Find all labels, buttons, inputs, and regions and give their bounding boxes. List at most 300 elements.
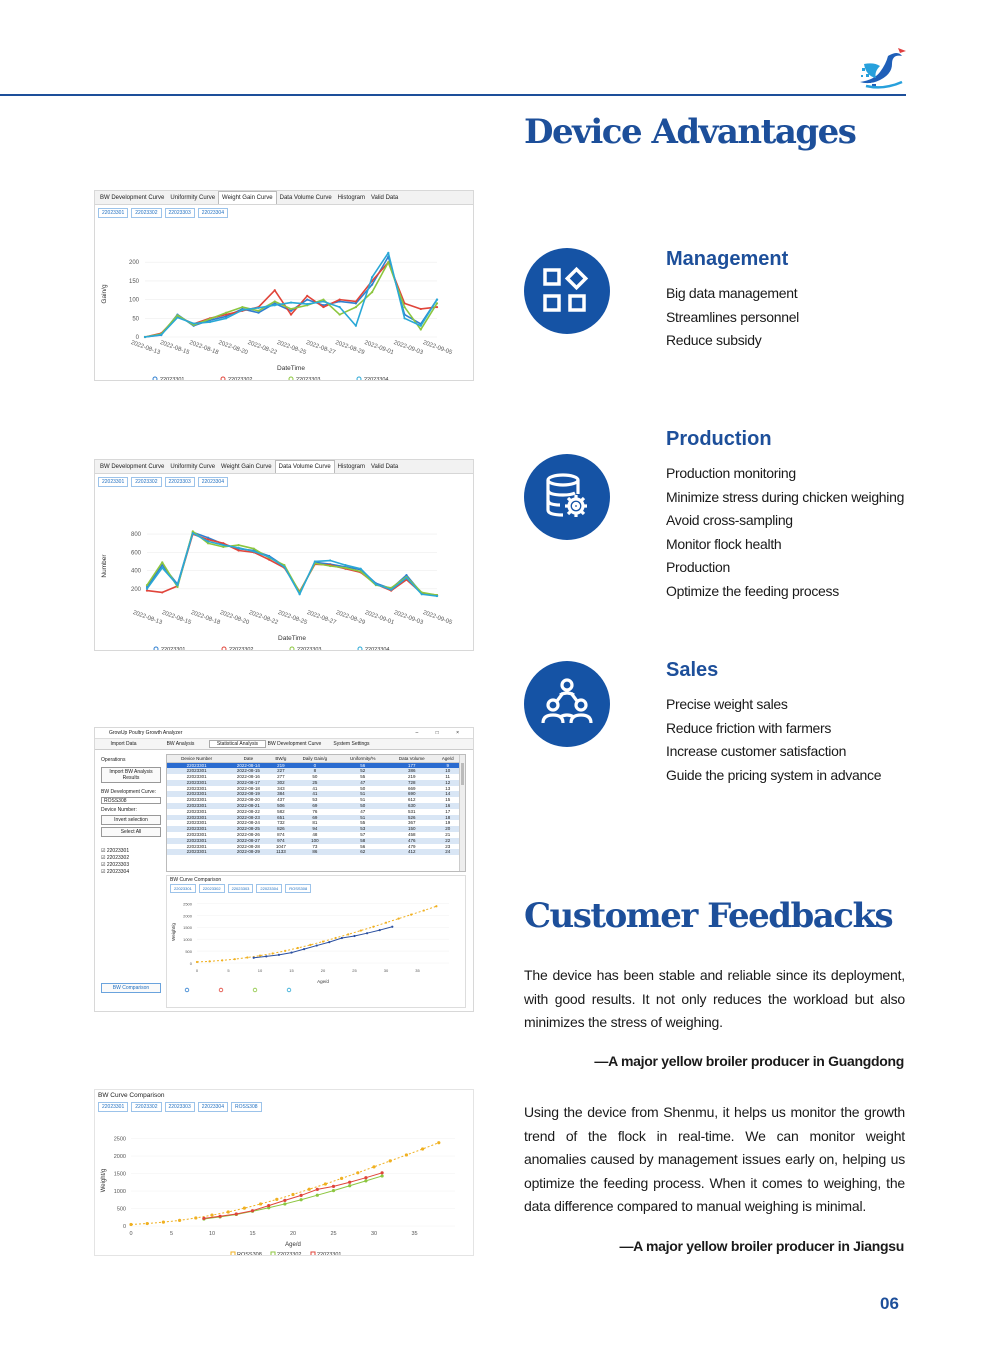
table-cell: 669 [408,785,416,791]
table-cell: 2022-08-24 [236,820,260,826]
table-cell: 22023301 [186,820,207,826]
y-tick-label: 150 [128,278,139,285]
table-cell: 16 [436,803,459,809]
device-checkbox[interactable]: ☑ 22023301 [101,848,130,854]
data-point [371,284,373,286]
y-tick-label: 50 [132,316,139,323]
data-point [176,314,178,316]
menu-bw-development[interactable]: BW Development Curve [267,741,322,747]
menu-bw-analysis[interactable]: BW Analysis [166,741,195,747]
table-cell: 94 [291,826,338,832]
table-cell: 51 [338,791,387,797]
data-point [160,334,162,336]
table-cell: 56 [338,762,387,768]
advantages-title: Device Advantages [524,112,856,152]
x-tick-label: 2022-08-22 [246,339,278,357]
table-cell: 55 [360,774,366,780]
data-point [209,318,211,320]
tab-data-volume[interactable]: Data Volume Curve [279,194,332,201]
table-cell: 24 [436,849,459,855]
y-tick-label: 200 [128,260,139,267]
x-tick-label: 2022-08-25 [275,339,307,357]
x-tick-label: 2022-08-22 [247,609,279,627]
table-cell: 2022-08-18 [236,785,260,791]
data-point [322,306,324,308]
tab-uniformity[interactable]: Uniformity Curve [170,194,216,201]
menu-import-data[interactable]: Import Data [110,741,137,747]
device-tab[interactable]: 22023301 [98,208,128,218]
legend-marker [231,1252,235,1256]
table-cell: 22023301 [186,843,207,849]
x-tick-label: 2022-09-05 [421,339,453,357]
y-tick-label: 500 [185,949,192,955]
data-point [284,950,286,952]
data-point [202,1217,205,1220]
data-point [322,300,324,302]
data-point [274,304,276,306]
device-tab[interactable]: 22023301 [98,1102,128,1112]
device-checkbox[interactable]: ☑ 22023302 [101,855,130,861]
data-point [241,309,243,311]
data-point [251,1209,254,1212]
invert-selection-button[interactable]: Invert selection [101,815,161,825]
data-point [420,308,422,310]
table-cell: 974 [270,838,291,844]
y-tick-label: 600 [130,550,141,557]
data-point [322,940,324,942]
column-header[interactable]: Daily Gain/g [291,755,338,762]
x-tick-label: 2022-09-03 [392,339,424,357]
management-list [666,282,799,353]
table-cell: 19 [445,820,451,826]
list-item: Production [666,559,730,575]
table-cell: 22023301 [167,768,226,774]
statistics-table [166,754,466,872]
tab-valid-data[interactable]: Valid Data [371,194,399,201]
device-tab[interactable]: 22023304 [198,1102,228,1112]
sales-list [666,693,881,787]
x-tick-label: 2022-08-15 [160,609,192,627]
import-results-button[interactable]: Import BW Analysis Results [101,767,161,783]
y-tick-label: 0 [122,1224,126,1230]
device-checkbox[interactable]: ☑ 22023304 [101,869,130,875]
operations-label: Operations [101,757,126,763]
data-point [176,316,178,318]
x-tick-label: 2022-08-20 [218,609,250,627]
device-tab[interactable]: 22023303 [165,208,195,218]
table-cell: 14 [436,791,459,797]
legend-label: 22023301 [161,647,186,650]
table-cell: 458 [408,832,416,838]
comparison-title: BW Curve Comparison [170,877,222,883]
y-tick-label: 2500 [183,901,192,907]
data-point [283,566,285,568]
data-point [375,583,377,585]
data-point [372,1165,375,1168]
x-tick-label: 2022-08-13 [131,609,163,627]
list-item: Big data management [666,285,798,301]
data-point [387,261,389,263]
feedback-text-1: The device has been stable and reliable since its deployment, with good results. It not only reduces the workload but also minimizes the stress of weighing. [524,967,905,1030]
legend-label: 22023302 [228,377,253,381]
table-cell: 41 [312,785,318,791]
swan-logo-icon [858,44,908,90]
data-point [348,1181,351,1184]
data-point [246,956,248,958]
data-point [291,1193,294,1196]
data-point [290,951,292,953]
x-tick-label: 2022-08-18 [188,339,220,357]
data-point [146,584,148,586]
data-point [403,306,405,308]
device-tab[interactable]: ROSS308 [285,884,311,893]
y-tick-label: 800 [130,532,141,539]
table-cell: 2022-08-14 [226,762,270,768]
data-point [303,948,305,950]
y-tick-label: 400 [130,568,141,575]
table-row[interactable] [167,849,459,855]
data-point [178,1219,181,1222]
table-cell: 8 [291,768,338,774]
data-point [324,1182,327,1185]
device-tab[interactable]: 22023303 [228,884,254,893]
x-tick-label: 2022-08-29 [334,339,366,357]
table-cell: 22023301 [167,815,226,821]
data-point [436,306,438,308]
header-rule [0,94,906,96]
data-point [192,532,194,534]
curve-select[interactable]: ROSS308 [101,797,161,804]
table-cell: 227 [270,768,291,774]
data-point [371,291,373,293]
data-point [355,300,357,302]
software-menu [95,739,473,750]
device-tab[interactable]: 22023304 [198,477,228,487]
table-cell: 22023301 [167,780,226,786]
y-tick-label: 1500 [183,925,192,931]
x-tick-label: 30 [383,968,389,973]
legend-label: 22023304 [365,647,390,650]
table-cell: 55 [360,820,366,826]
device-tab[interactable]: 22023304 [198,208,228,218]
data-point [366,932,368,934]
legend-marker [253,988,257,992]
column-header[interactable]: Date [226,755,270,762]
legend-marker [290,647,294,650]
weight-gain-screenshot [94,190,474,381]
y-axis-label: Weight/g [101,1168,107,1193]
x-tick-label: 10 [208,1231,216,1237]
table-cell: 13 [445,785,451,791]
data-point [306,299,308,301]
table-cell: 56 [360,843,366,849]
table-cell: 22023301 [167,762,226,768]
table-cell: 69 [291,803,338,809]
menu-statistical-analysis[interactable]: Statistical Analysis [209,740,266,748]
y-axis-label: Gain/g [101,284,108,304]
data-point [385,922,387,924]
data-point [272,952,274,954]
bw-comparison-title: BW Curve Comparison [98,1092,165,1099]
table-cell: 531 [408,808,416,814]
x-tick-label: 25 [352,968,357,973]
data-point [329,559,331,561]
device-tab[interactable]: 22023302 [199,884,225,893]
feedback-author-1: —A major yellow broiler producer in Guangdong [594,1053,904,1069]
table-cell: 612 [408,797,416,803]
table-cell: 2022-08-26 [236,832,260,838]
legend-label: 22023301 [160,377,185,381]
y-tick-label: 1000 [183,937,192,943]
data-point [329,565,331,567]
table-cell: 651 [270,815,291,821]
data-point [306,295,308,297]
table-cell: 2022-08-29 [226,849,270,855]
table-cell: 69 [291,815,338,821]
data-point [339,299,341,301]
weight-gain-chart [95,221,474,381]
table-cell: 50 [360,785,366,791]
table-cell: 2022-08-19 [226,791,270,797]
table-cell: 2022-08-16 [236,774,260,780]
x-tick-label: 15 [289,968,294,973]
data-point [146,1222,149,1225]
data-point [129,1223,132,1226]
table-cell: 367 [408,820,416,826]
table-cell: 22023301 [167,803,226,809]
data-point [207,540,209,542]
window-controls-icon[interactable]: – □ × [415,730,467,736]
table-cell: 22023301 [167,838,226,844]
legend-marker [358,647,362,650]
table-cell: 2022-08-27 [226,838,270,844]
data-point [161,561,163,563]
data-point [403,317,405,319]
device-tab[interactable]: 22023302 [131,1102,161,1112]
table-cell: 62 [338,849,387,855]
mini-bw-chart [167,893,465,1011]
data-point [225,312,227,314]
bw-comparison-button[interactable]: BW Comparison [101,983,161,993]
legend-marker [311,1252,315,1256]
table-cell: 15 [445,797,451,803]
data-point [210,1214,213,1217]
data-volume-screenshot [94,459,474,651]
tab-uniformity[interactable]: Uniformity Curve [170,463,216,470]
select-all-button[interactable]: Select All [101,827,161,837]
x-tick-label: 20 [289,1231,297,1237]
table-cell: 22023301 [186,774,207,780]
data-point [259,1202,262,1205]
data-point [344,567,346,569]
data-point [253,550,255,552]
legend-marker [154,647,158,650]
list-item: Precise weight sales [666,696,788,712]
tab-weight-gain[interactable]: Weight Gain Curve [221,463,272,470]
device-tab[interactable]: ROSS308 [231,1102,262,1112]
data-point [436,595,438,597]
table-cell: 386 [387,768,436,774]
y-axis-label: Weight/g [171,923,176,941]
data-point [420,325,422,327]
table-cell: 52 [338,768,387,774]
device-tab[interactable]: 22023301 [98,477,128,487]
sales-circle [524,661,610,747]
column-header[interactable]: BW/g [270,755,291,762]
tab-bw-development[interactable]: BW Development Curve [100,194,165,201]
table-cell: 506 [270,803,291,809]
x-tick-label: 10 [257,968,263,973]
y-tick-label: 2000 [113,1154,126,1160]
tab-valid-data[interactable]: Valid Data [371,463,399,470]
tab-bw-development[interactable]: BW Development Curve [100,463,165,470]
device-tab[interactable]: 22023301 [170,884,196,893]
table-cell: 51 [338,815,387,821]
table-cell: 86 [291,849,338,855]
device-tab[interactable]: 22023302 [131,208,161,218]
data-point [162,1221,165,1224]
legend-label: 22023304 [364,377,389,381]
data-point [299,593,301,595]
x-tick-label: 20 [320,968,326,973]
tab-histogram[interactable]: Histogram [337,194,365,201]
table-cell: 2022-08-20 [236,797,260,803]
data-point [332,1185,335,1188]
series-line [197,906,436,962]
chart-tabs [95,191,473,205]
table-cell: 526 [387,815,436,821]
device-tabs [95,205,473,221]
series-line [145,257,437,337]
data-point [398,918,400,920]
tab-weight-gain[interactable]: Weight Gain Curve [218,191,277,204]
data-point [144,336,146,338]
data-volume-chart [95,490,474,650]
data-point [221,959,223,961]
window-title: GrowUp Poultry Growth Analyzer [109,730,183,736]
feedback-text-2: Using the device from Shenmu, it helps us monitor the growth trend of the flock in real-time. We can monitor weight anomalies caused by management issues early on, helping us optimize the feeding process. When it comes to weighing, the data difference compared to manual weighing is minimal. [524,1104,905,1214]
table-cell: 2022-08-15 [226,768,270,774]
table-cell: 150 [387,826,436,832]
data-point [348,1184,351,1187]
data-point [176,584,178,586]
table-scrollbar[interactable] [459,755,465,871]
software-window [94,727,474,1012]
data-point [335,937,337,939]
column-header[interactable]: Data Volume [387,755,436,762]
production-heading: Production [666,428,772,450]
device-tab[interactable]: 22023303 [165,1102,195,1112]
x-tick-label: 2022-08-20 [217,339,249,357]
device-tab[interactable]: 22023302 [131,477,161,487]
table-cell: 690 [387,791,436,797]
data-point [274,300,276,302]
column-header[interactable]: Uniformity/% [338,755,387,762]
tab-histogram[interactable]: Histogram [337,463,365,470]
device-tab[interactable]: 22023304 [256,884,282,893]
data-point [283,1202,286,1205]
device-tabs [95,474,473,490]
table-cell: 51 [360,797,366,803]
menu-system-settings[interactable]: System Settings [333,741,370,747]
table-cell: 22023301 [186,785,207,791]
y-tick-label: 200 [130,586,141,593]
tab-data-volume[interactable]: Data Volume Curve [275,460,335,473]
data-point [161,567,163,569]
table-cell: 10 [436,768,459,774]
column-header[interactable]: Age/d [436,755,459,762]
x-tick-label: 2022-08-15 [159,339,190,357]
device-label: Device Number: [101,807,137,813]
data-point [222,544,224,546]
legend-marker [222,647,226,650]
table-cell: 826 [270,826,291,832]
data-point [253,957,255,959]
data-point [347,933,349,935]
bw-comparison-screenshot [94,1089,474,1256]
people-network-icon [524,661,610,747]
data-point [435,905,437,907]
x-tick-label: 15 [249,1231,256,1237]
table-cell: 476 [387,838,436,844]
feedback-author-2: —A major yellow broiler producer in Jiangsu [619,1238,904,1254]
device-tab[interactable]: 22023303 [165,477,195,487]
legend-label: 22023303 [297,647,322,650]
list-item: Reduce subsidy [666,332,762,348]
column-header[interactable]: Device Number [167,755,226,762]
data-point [219,1215,222,1218]
x-axis-label: Age/d [317,979,329,984]
device-checkbox[interactable]: ☑ 22023303 [101,862,130,868]
data-point [253,548,255,550]
page-number: 06 [880,1294,899,1313]
table-cell: 177 [387,762,436,768]
data-point [372,926,374,928]
y-tick-label: 1500 [113,1171,126,1178]
table-cell: 53 [338,826,387,832]
table-cell: 47 [360,808,366,814]
data-point [237,544,239,546]
table-cell: 2022-08-22 [236,808,260,814]
management-circle [524,248,610,334]
data-point [265,955,267,957]
table-cell: 17 [445,808,451,814]
legend-marker [221,377,225,381]
x-tick-label: 2022-09-01 [363,609,395,627]
table-cell: 728 [387,780,436,786]
data-point [161,591,163,593]
list-item: Production monitoring [666,465,796,481]
data-point [283,1199,286,1202]
list-item: Reduce friction with farmers [666,719,832,736]
list-item: Guide the pricing system in advance [666,766,882,783]
legend-marker [219,988,223,992]
data-point [340,1177,343,1180]
data-point [209,960,211,962]
data-point [410,913,412,915]
x-tick-label: 2022-08-13 [129,339,161,357]
data-point [339,313,341,315]
x-axis-label: DateTime [277,365,305,372]
data-point [364,1176,367,1179]
series-line [131,1143,439,1225]
chart-tabs [95,460,473,474]
table-cell: 50 [338,803,387,809]
table-cell: 9 [436,762,459,768]
data-point [268,556,270,558]
data-point [391,926,393,928]
x-tick-label: 2022-08-25 [276,609,308,627]
